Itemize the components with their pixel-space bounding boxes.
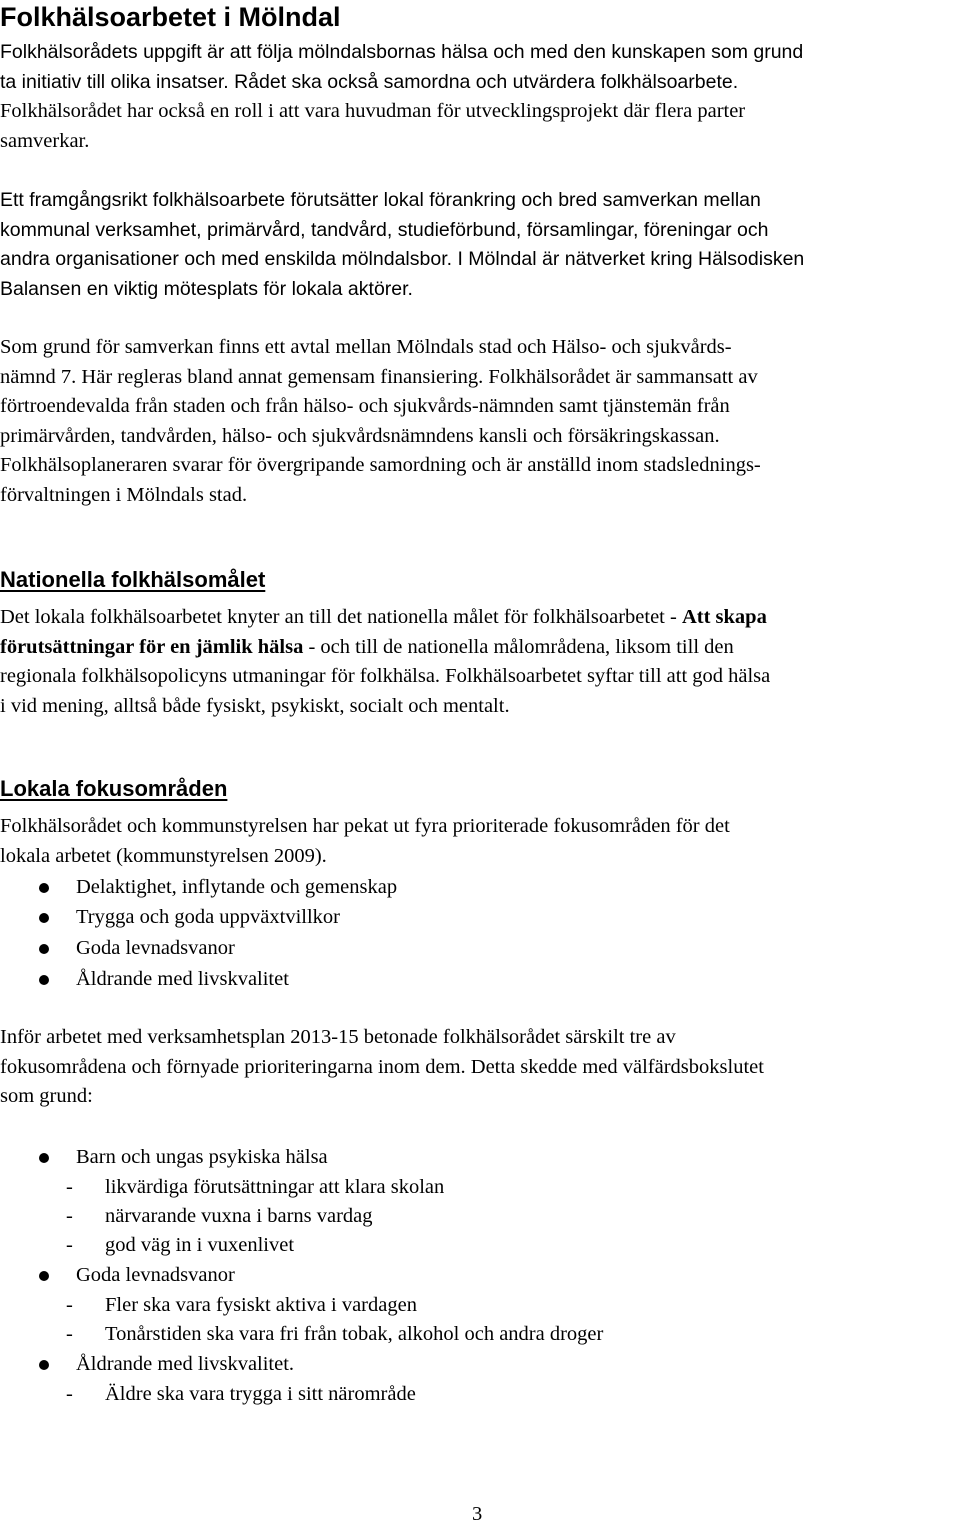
local-intro-paragraph xyxy=(0,812,960,871)
paragraph-line: fokusområdena och förnyade prioriteringarna inom dem. Detta skedde med välfärdsbokslutet xyxy=(0,1055,764,1078)
paragraph-line: Balansen en viktig mötesplats för lokala aktörer. xyxy=(0,277,413,300)
paragraph-line: som grund: xyxy=(0,1085,93,1107)
national-text: - och till de nationella målområdena, liksom till den xyxy=(303,635,734,658)
paragraph-line xyxy=(0,603,960,633)
paragraph-line: förtroendevalda från staden och från hälso- och sjukvårds-nämnden samt tjänstemän från xyxy=(0,395,730,417)
paragraph-line: förvaltningen i Mölndals stad. xyxy=(0,483,248,506)
intro-line: samverkar. xyxy=(0,129,90,152)
priority-subitem: likvärdiga förutsättningar att klara skolan xyxy=(105,1176,445,1198)
priority-subitem: Tonårstiden ska vara fri från tobak, alkohol och andra droger xyxy=(105,1323,604,1345)
paragraph-line: kommunal verksamhet, primärvård, tandvård, studieförbund, församlingar, föreningar och xyxy=(0,218,769,241)
national-goal-bold: Att skapa xyxy=(681,606,767,628)
paragraph-line xyxy=(0,633,960,663)
intro-paragraph xyxy=(0,38,960,97)
priority-subitem: Fler ska vara fysiskt aktiva i vardagen xyxy=(105,1294,417,1316)
intro-line: Folkhälsorådets uppgift är att följa mölndalsbornas hälsa och med den kunskapen som grund xyxy=(0,41,804,63)
intro-line: Folkhälsorådet har också en roll i att vara huvudman för utvecklingsprojekt där flera parter xyxy=(0,100,746,122)
paragraph-line: lokala arbetet (kommunstyrelsen 2009). xyxy=(0,844,327,867)
priority-item: Åldrande med livskvalitet. xyxy=(76,1353,295,1375)
paragraph-line: nämnd 7. Här regleras bland annat gemensam finansiering. Folkhälsorådet är sammansatt av xyxy=(0,365,758,388)
dash-marker: - xyxy=(66,1205,73,1227)
paragraph-line: Ett framgångsrikt folkhälsoarbete förutsätter lokal förankring och bred samverkan mellan xyxy=(0,189,761,211)
paragraph-line: primärvården, tandvården, hälso- och sjukvårdsnämndens kansli och försäkringskassan. xyxy=(0,424,720,447)
dash-marker: - xyxy=(66,1323,73,1345)
avtal-paragraph xyxy=(0,333,960,510)
bullet-icon xyxy=(39,1271,49,1281)
bullet-icon xyxy=(39,1360,49,1370)
paragraph-line: Inför arbetet med verksamhetsplan 2013-15 betonade folkhälsorådet särskilt tre av xyxy=(0,1026,676,1048)
focus-area-item: Trygga och goda uppväxtvillkor xyxy=(76,906,341,928)
page-number: 3 xyxy=(472,1503,483,1525)
dash-marker: - xyxy=(66,1294,73,1316)
plan-paragraph xyxy=(0,1023,960,1112)
focus-area-item: Åldrande med livskvalitet xyxy=(76,968,289,990)
bullet-icon xyxy=(39,1153,49,1163)
paragraph-line: Som grund för samverkan finns ett avtal mellan Mölndals stad och Hälso- och sjukvårds- xyxy=(0,336,732,358)
dash-marker: - xyxy=(66,1234,73,1256)
focus-area-item: Goda levnadsvanor xyxy=(76,937,235,959)
priority-subitem: närvarande vuxna i barns vardag xyxy=(105,1205,373,1227)
paragraph-line: andra organisationer och med enskilda mölndalsbor. I Mölndal är nätverket kring Hälsodisken xyxy=(0,248,805,270)
priority-item: Goda levnadsvanor xyxy=(76,1264,235,1286)
focus-area-item: Delaktighet, inflytande och gemenskap xyxy=(76,876,398,898)
heading-nationella-folkhalsomalet: Nationella folkhälsomålet xyxy=(0,567,266,592)
bullet-icon xyxy=(39,913,49,923)
paragraph-line: regionala folkhälsopolicyns utmaningar för folkhälsa. Folkhälsoarbetet syftar till att god hälsa xyxy=(0,665,771,687)
paragraph-line: Folkhälsoplaneraren svarar för övergripande samordning och är anställd inom stadslednings- xyxy=(0,454,761,476)
priority-subitem: Äldre ska vara trygga i sitt närområde xyxy=(105,1383,416,1405)
national-goal-bold: förutsättningar för en jämlik hälsa xyxy=(0,635,304,658)
intro-line: ta initiativ till olika insatser. Rådet ska också samordna och utvärdera folkhälsoarbete. xyxy=(0,70,739,93)
dash-marker: - xyxy=(66,1383,73,1405)
national-paragraph xyxy=(0,603,960,721)
bullet-icon xyxy=(39,944,49,954)
bullet-icon xyxy=(39,883,49,893)
paragraph-line: Folkhälsorådet och kommunstyrelsen har pekat ut fyra prioriterade fokusområden för det xyxy=(0,815,730,837)
priority-item: Barn och ungas psykiska hälsa xyxy=(76,1146,328,1168)
heading-lokala-fokusomraden: Lokala fokusområden xyxy=(0,776,228,801)
priority-subitem: god väg in i vuxenlivet xyxy=(105,1234,295,1256)
samverkan-paragraph xyxy=(0,186,960,304)
bullet-icon xyxy=(39,975,49,985)
intro-paragraph-serif xyxy=(0,97,960,156)
paragraph-line: i vid mening, alltså både fysiskt, psykiskt, socialt och mentalt. xyxy=(0,694,510,717)
heading-folkhalsoarbetet: Folkhälsoarbetet i Mölndal xyxy=(0,2,341,32)
national-text: Det lokala folkhälsoarbetet knyter an till det nationella målet för folkhälsoarbetet - xyxy=(0,606,682,628)
dash-marker: - xyxy=(66,1176,73,1198)
